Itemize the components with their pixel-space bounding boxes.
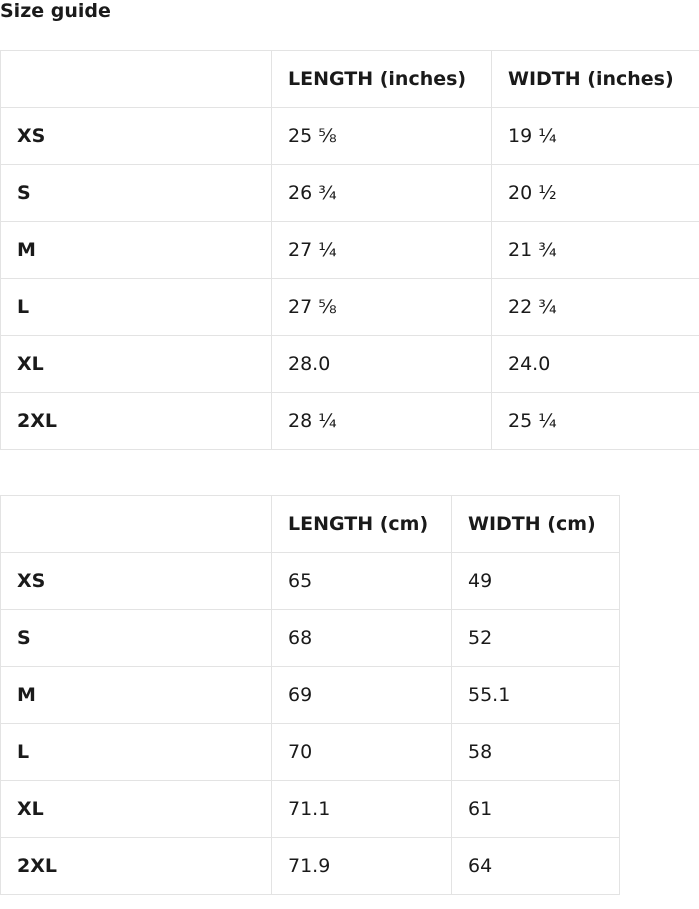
header-size-cell [1, 51, 272, 108]
size-label: XL [1, 781, 272, 838]
length-value: 68 [272, 610, 452, 667]
table-header-row [1, 496, 620, 553]
length-value: 25 ⅝ [272, 108, 492, 165]
table-row [1, 724, 620, 781]
table-row [1, 553, 620, 610]
width-value: 25 ¼ [492, 393, 699, 450]
size-label: S [1, 610, 272, 667]
size-label: L [1, 724, 272, 781]
table-row [1, 222, 699, 279]
width-value: 22 ¾ [492, 279, 699, 336]
table-row [1, 108, 699, 165]
length-value: 70 [272, 724, 452, 781]
width-value: 64 [452, 838, 620, 895]
width-value: 20 ½ [492, 165, 699, 222]
length-value: 69 [272, 667, 452, 724]
width-value: 52 [452, 610, 620, 667]
length-value: 71.9 [272, 838, 452, 895]
size-label: L [1, 279, 272, 336]
width-value: 61 [452, 781, 620, 838]
width-value: 49 [452, 553, 620, 610]
size-label: M [1, 222, 272, 279]
table-row [1, 279, 699, 336]
header-size-cell [1, 496, 272, 553]
table-row [1, 838, 620, 895]
length-value: 27 ¼ [272, 222, 492, 279]
size-label: 2XL [1, 838, 272, 895]
size-table-cm [0, 495, 620, 895]
header-length-cell: LENGTH (inches) [272, 51, 492, 108]
table-row [1, 781, 620, 838]
length-value: 71.1 [272, 781, 452, 838]
length-value: 27 ⅝ [272, 279, 492, 336]
table-row [1, 165, 699, 222]
size-label: XS [1, 553, 272, 610]
width-value: 55.1 [452, 667, 620, 724]
width-value: 58 [452, 724, 620, 781]
width-value: 19 ¼ [492, 108, 699, 165]
size-label: XL [1, 336, 272, 393]
table-row [1, 610, 620, 667]
table-row [1, 336, 699, 393]
size-label: M [1, 667, 272, 724]
size-label: 2XL [1, 393, 272, 450]
header-width-cell: WIDTH (cm) [452, 496, 620, 553]
length-value: 26 ¾ [272, 165, 492, 222]
length-value: 28 ¼ [272, 393, 492, 450]
length-value: 28.0 [272, 336, 492, 393]
table-row [1, 393, 699, 450]
length-value: 65 [272, 553, 452, 610]
width-value: 24.0 [492, 336, 699, 393]
table-header-row [1, 51, 699, 108]
header-length-cell: LENGTH (cm) [272, 496, 452, 553]
size-label: S [1, 165, 272, 222]
size-table-inches [0, 50, 699, 450]
size-label: XS [1, 108, 272, 165]
page-title: Size guide [0, 0, 111, 22]
table-row [1, 667, 620, 724]
width-value: 21 ¾ [492, 222, 699, 279]
header-width-cell: WIDTH (inches) [492, 51, 699, 108]
